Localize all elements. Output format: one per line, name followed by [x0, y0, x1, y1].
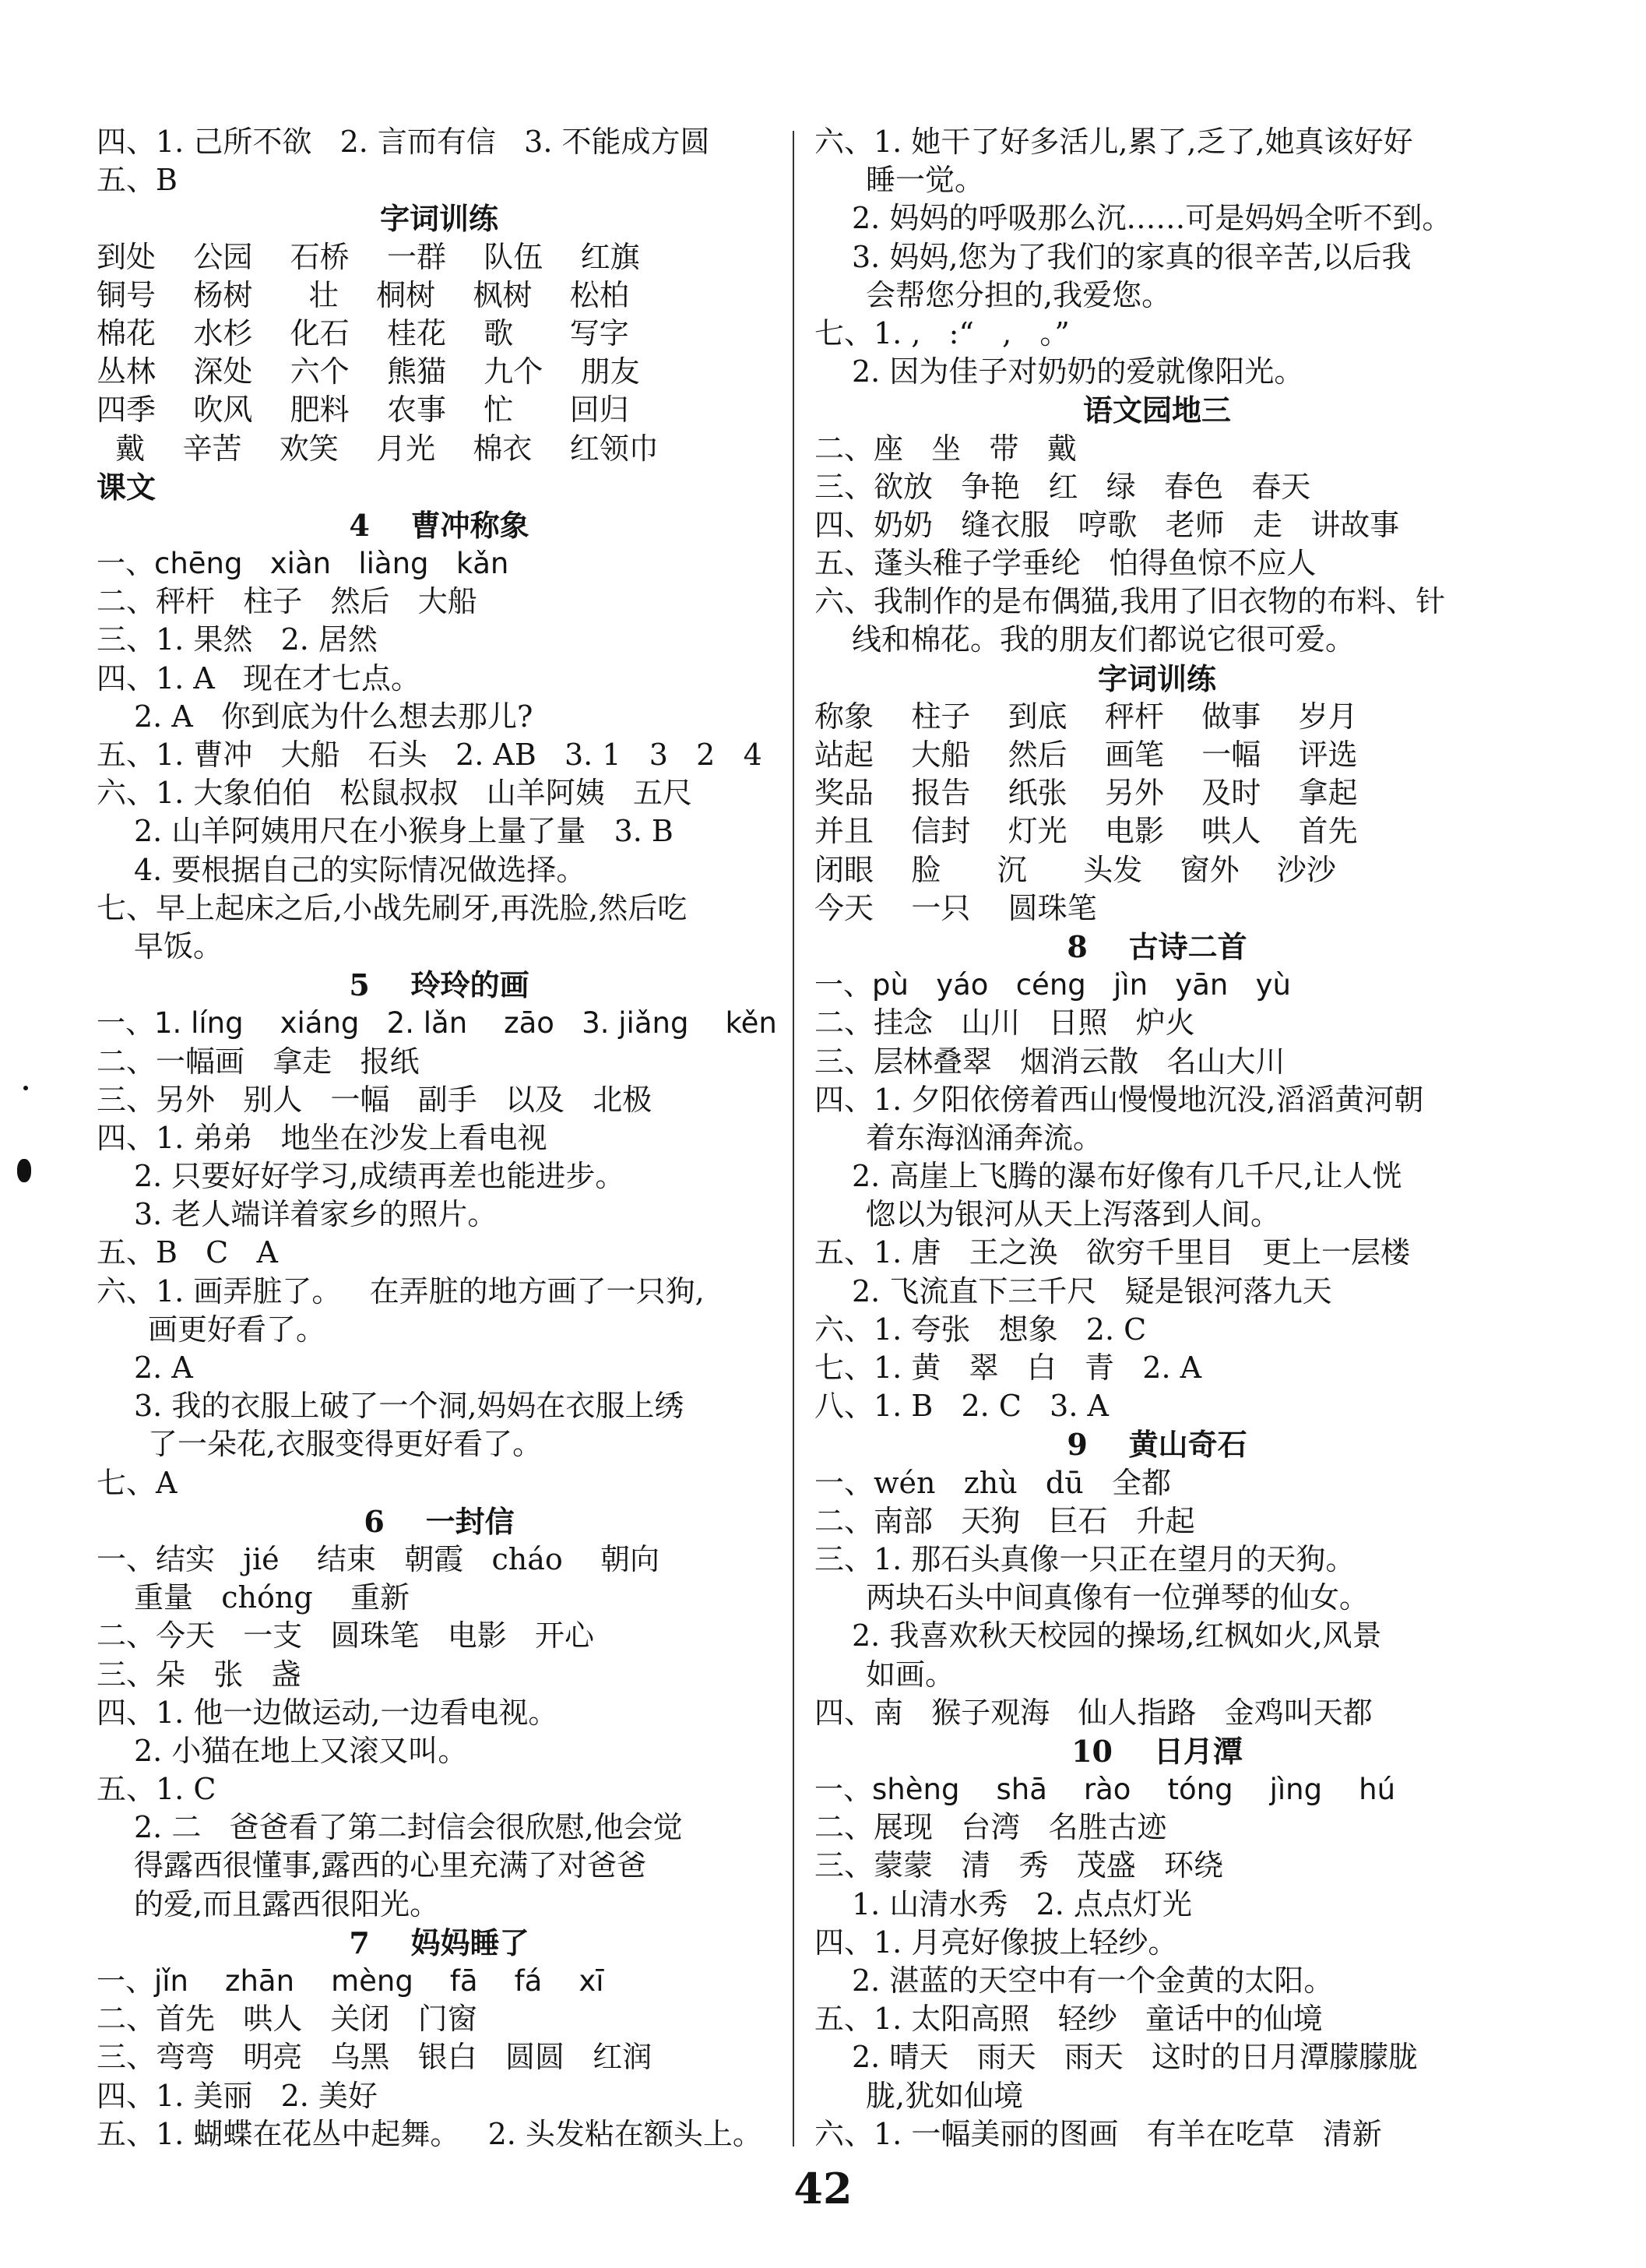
left-line: 棉花 水杉 化石 桂花 歌 写字 [97, 315, 629, 350]
right-line: 会帮您分担的,我爱您。 [866, 277, 1172, 312]
right-line: 七、1. , :“ , 。” [814, 315, 1070, 350]
scan-mark [23, 1086, 28, 1090]
left-line: 三、1. 果然 2. 居然 [97, 622, 378, 657]
right-line: 五、1. 唐 王之涣 欲穷千里目 更上一层楼 [814, 1235, 1411, 1270]
right-line: 2. 因为佳子对奶奶的爱就像阳光。 [852, 354, 1304, 389]
right-line: 2. 湛蓝的天空中有一个金黄的太阳。 [852, 1963, 1334, 1998]
left-line: 2. A [134, 1351, 193, 1385]
right-line: 一、pù yáo céng jìn yān yù [814, 968, 1291, 1002]
left-line: 4. 要根据自己的实际情况做选择。 [134, 852, 586, 887]
left-line: 2. 小猫在地上又滚又叫。 [134, 1733, 468, 1768]
right-line: 三、1. 那石头真像一只正在望月的天狗。 [814, 1541, 1356, 1576]
left-line: 三、另外 别人 一幅 副手 以及 北极 [97, 1082, 652, 1117]
left-line: 2. 二 爸爸看了第二封信会很欣慰,他会觉 [134, 1810, 683, 1845]
right-line: 1. 山清水秀 2. 点点灯光 [852, 1886, 1192, 1921]
left-line: 四、1. 己所不欲 2. 言而有信 3. 不能成方圆 [97, 125, 710, 159]
left-line: 五、1. C [97, 1772, 216, 1807]
right-line: 三、蒙蒙 清 秀 茂盛 环绕 [814, 1848, 1223, 1883]
left-line: 三、朵 张 盏 [97, 1657, 301, 1692]
right-line: 一、shèng shā rào tóng jìng hú [814, 1773, 1396, 1807]
right-line: 着东海汹涌奔流。 [866, 1120, 1103, 1155]
left-line: 一、1. líng xiáng 2. lǎn zāo 3. jiǎng kěn [97, 1006, 777, 1041]
right-line: 二、座 坐 带 戴 [814, 431, 1077, 466]
left-line: 3. 老人端详着家乡的照片。 [134, 1197, 498, 1232]
right-line: 六、1. 一幅美丽的图画 有羊在吃草 清新 [814, 2116, 1382, 2151]
right-line: 六、1. 她干了好多活儿,累了,乏了,她真该好好 [814, 125, 1413, 159]
right-line: 两块石头中间真像有一位弹琴的仙女。 [866, 1580, 1370, 1615]
left-line: 四季 吹风 肥料 农事 忙 回归 [97, 393, 629, 428]
left-line: 五、B [97, 163, 178, 198]
right-line: 四、奶奶 缝衣服 哼歌 老师 走 讲故事 [814, 507, 1400, 542]
right-line: 睡一觉。 [866, 163, 985, 198]
left-line: 重量 chóng 重新 [134, 1580, 410, 1615]
left-line: 7 妈妈睡了 [349, 1925, 529, 1960]
left-line: 六、1. 大象伯伯 松鼠叔叔 山羊阿姨 五尺 [97, 776, 693, 811]
left-line: 3. 我的衣服上破了一个洞,妈妈在衣服上绣 [134, 1389, 684, 1424]
left-line: 课文 [97, 469, 157, 505]
right-line: 三、层林叠翠 烟消云散 名山大川 [814, 1044, 1285, 1079]
left-line: 2. 山羊阿姨用尺在小猴身上量了量 3. B [134, 814, 674, 849]
right-line: 字词训练 [1097, 660, 1216, 696]
right-line: 站起 大船 然后 画笔 一幅 评选 [814, 738, 1358, 772]
left-line: 四、1. 他一边做运动,一边看电视。 [97, 1695, 558, 1730]
right-line: 二、展现 台湾 名胜古迹 [814, 1810, 1167, 1845]
left-line: 二、首先 哄人 关闭 门窗 [97, 2002, 477, 2037]
right-line: 2. 高崖上飞腾的瀑布好像有几千尺,让人恍 [852, 1159, 1402, 1194]
right-line: 二、南部 天狗 巨石 升起 [814, 1503, 1195, 1538]
right-line: 五、1. 太阳高照 轻纱 童话中的仙境 [814, 2002, 1323, 2037]
left-line: 到处 公园 石桥 一群 队伍 红旗 [97, 239, 640, 274]
right-line: 惚以为银河从天上泻落到人间。 [866, 1197, 1281, 1232]
left-line: 二、一幅画 拿走 报纸 [97, 1044, 420, 1079]
right-line: 2. 我喜欢秋天校园的操场,红枫如火,风景 [852, 1618, 1382, 1653]
left-line: 二、今天 一支 圆珠笔 电影 开心 [97, 1618, 594, 1653]
left-line: 戴 辛苦 欢笑 月光 棉衣 红领巾 [97, 431, 659, 466]
left-line: 二、秤杆 柱子 然后 大船 [97, 584, 477, 619]
left-line: 五、1. 曹冲 大船 石头 2. AB 3. 1 3 2 4 [97, 738, 762, 772]
left-line: 七、早上起床之后,小战先刷牙,再洗脸,然后吃 [97, 890, 688, 925]
right-line: 一、wén zhù dū 全都 [814, 1465, 1171, 1500]
right-line: 10 日月潭 [1071, 1733, 1243, 1769]
right-line: 奖品 报告 纸张 另外 及时 拿起 [814, 776, 1358, 811]
right-line: 2. 晴天 雨天 雨天 这时的日月潭朦朦胧 [852, 2040, 1419, 2075]
left-line: 2. 只要好好学习,成绩再差也能进步。 [134, 1159, 625, 1194]
left-line: 4 曹冲称象 [349, 507, 529, 543]
right-line: 并且 信封 灯光 电影 哄人 首先 [814, 814, 1358, 849]
right-line: 八、1. B 2. C 3. A [814, 1389, 1109, 1424]
scan-mark [17, 1159, 31, 1182]
right-line: 六、1. 夸张 想象 2. C [814, 1312, 1147, 1347]
left-line: 画更好看了。 [148, 1312, 326, 1347]
left-line: 了一朵花,衣服变得更好看了。 [148, 1427, 543, 1462]
right-line: 闭眼 脸 沉 头发 窗外 沙沙 [814, 852, 1336, 887]
right-line: 2. 飞流直下三千尺 疑是银河落九天 [852, 1273, 1332, 1308]
right-line: 线和棉花。我的朋友们都说它很可爱。 [852, 622, 1356, 657]
left-line: 6 一封信 [364, 1503, 515, 1539]
left-line: 丛林 深处 六个 熊猫 九个 朋友 [97, 354, 640, 389]
right-line: 9 黄山奇石 [1067, 1427, 1247, 1463]
right-line: 四、1. 夕阳依傍着西山慢慢地沉没,滔滔黄河朝 [814, 1082, 1424, 1117]
left-line: 5 玲玲的画 [349, 967, 529, 1003]
right-line: 七、1. 黄 翠 白 青 2. A [814, 1351, 1202, 1385]
left-line: 的爱,而且露西很阳光。 [134, 1886, 440, 1921]
right-line: 称象 柱子 到底 秤杆 做事 岁月 [814, 699, 1358, 734]
page-number: 42 [793, 2164, 853, 2213]
left-line: 一、jǐn zhān mèng fā fá xī [97, 1964, 604, 1998]
right-line: 8 古诗二首 [1067, 928, 1247, 964]
left-line: 六、1. 画弄脏了。 在弄脏的地方画了一只狗, [97, 1273, 705, 1308]
right-line: 四、1. 月亮好像披上轻纱。 [814, 1925, 1178, 1960]
column-divider [793, 131, 794, 2146]
right-line: 语文园地三 [1082, 393, 1231, 428]
right-line: 五、蓬头稚子学垂纶 怕得鱼惊不应人 [814, 546, 1317, 581]
left-line: 四、1. 弟弟 地坐在沙发上看电视 [97, 1120, 547, 1155]
right-column [814, 123, 1500, 2154]
left-line: 四、1. A 现在才七点。 [97, 660, 421, 696]
left-line: 五、B C A [97, 1235, 278, 1270]
right-line: 胧,犹如仙境 [866, 2078, 1024, 2113]
left-line: 一、chēng xiàn liàng kǎn [97, 547, 509, 581]
left-line: 得露西很懂事,露西的心里充满了对爸爸 [134, 1848, 647, 1883]
right-line: 今天 一只 圆珠笔 [814, 890, 1097, 925]
right-line: 三、欲放 争艳 红 绿 春色 春天 [814, 469, 1311, 504]
right-line: 六、我制作的是布偶猫,我用了旧衣物的布料、针 [814, 584, 1446, 619]
left-line: 四、1. 美丽 2. 美好 [97, 2078, 378, 2113]
right-line: 四、南 猴子观海 仙人指路 金鸡叫天都 [814, 1695, 1373, 1730]
left-line: 五、1. 蝴蝶在花丛中起舞。 2. 头发粘在额头上。 [97, 2116, 762, 2151]
left-line: 2. A 你到底为什么想去那儿? [134, 699, 533, 734]
left-line: 三、弯弯 明亮 乌黑 银白 圆圆 红润 [97, 2040, 652, 2075]
left-line: 一、结实 jié 结束 朝霞 cháo 朝向 [97, 1541, 660, 1576]
right-line: 二、挂念 山川 日照 炉火 [814, 1005, 1195, 1041]
right-line: 如画。 [866, 1657, 955, 1692]
right-line: 2. 妈妈的呼吸那么沉……可是妈妈全听不到。 [852, 201, 1452, 236]
left-line: 早饭。 [134, 928, 223, 963]
left-line: 铜号 杨树 壮 桐树 枫树 松柏 [97, 277, 629, 312]
right-line: 3. 妈妈,您为了我们的家真的很辛苦,以后我 [852, 239, 1412, 274]
left-line: 七、A [97, 1465, 178, 1500]
left-column [97, 123, 782, 2154]
left-line: 字词训练 [379, 201, 498, 237]
